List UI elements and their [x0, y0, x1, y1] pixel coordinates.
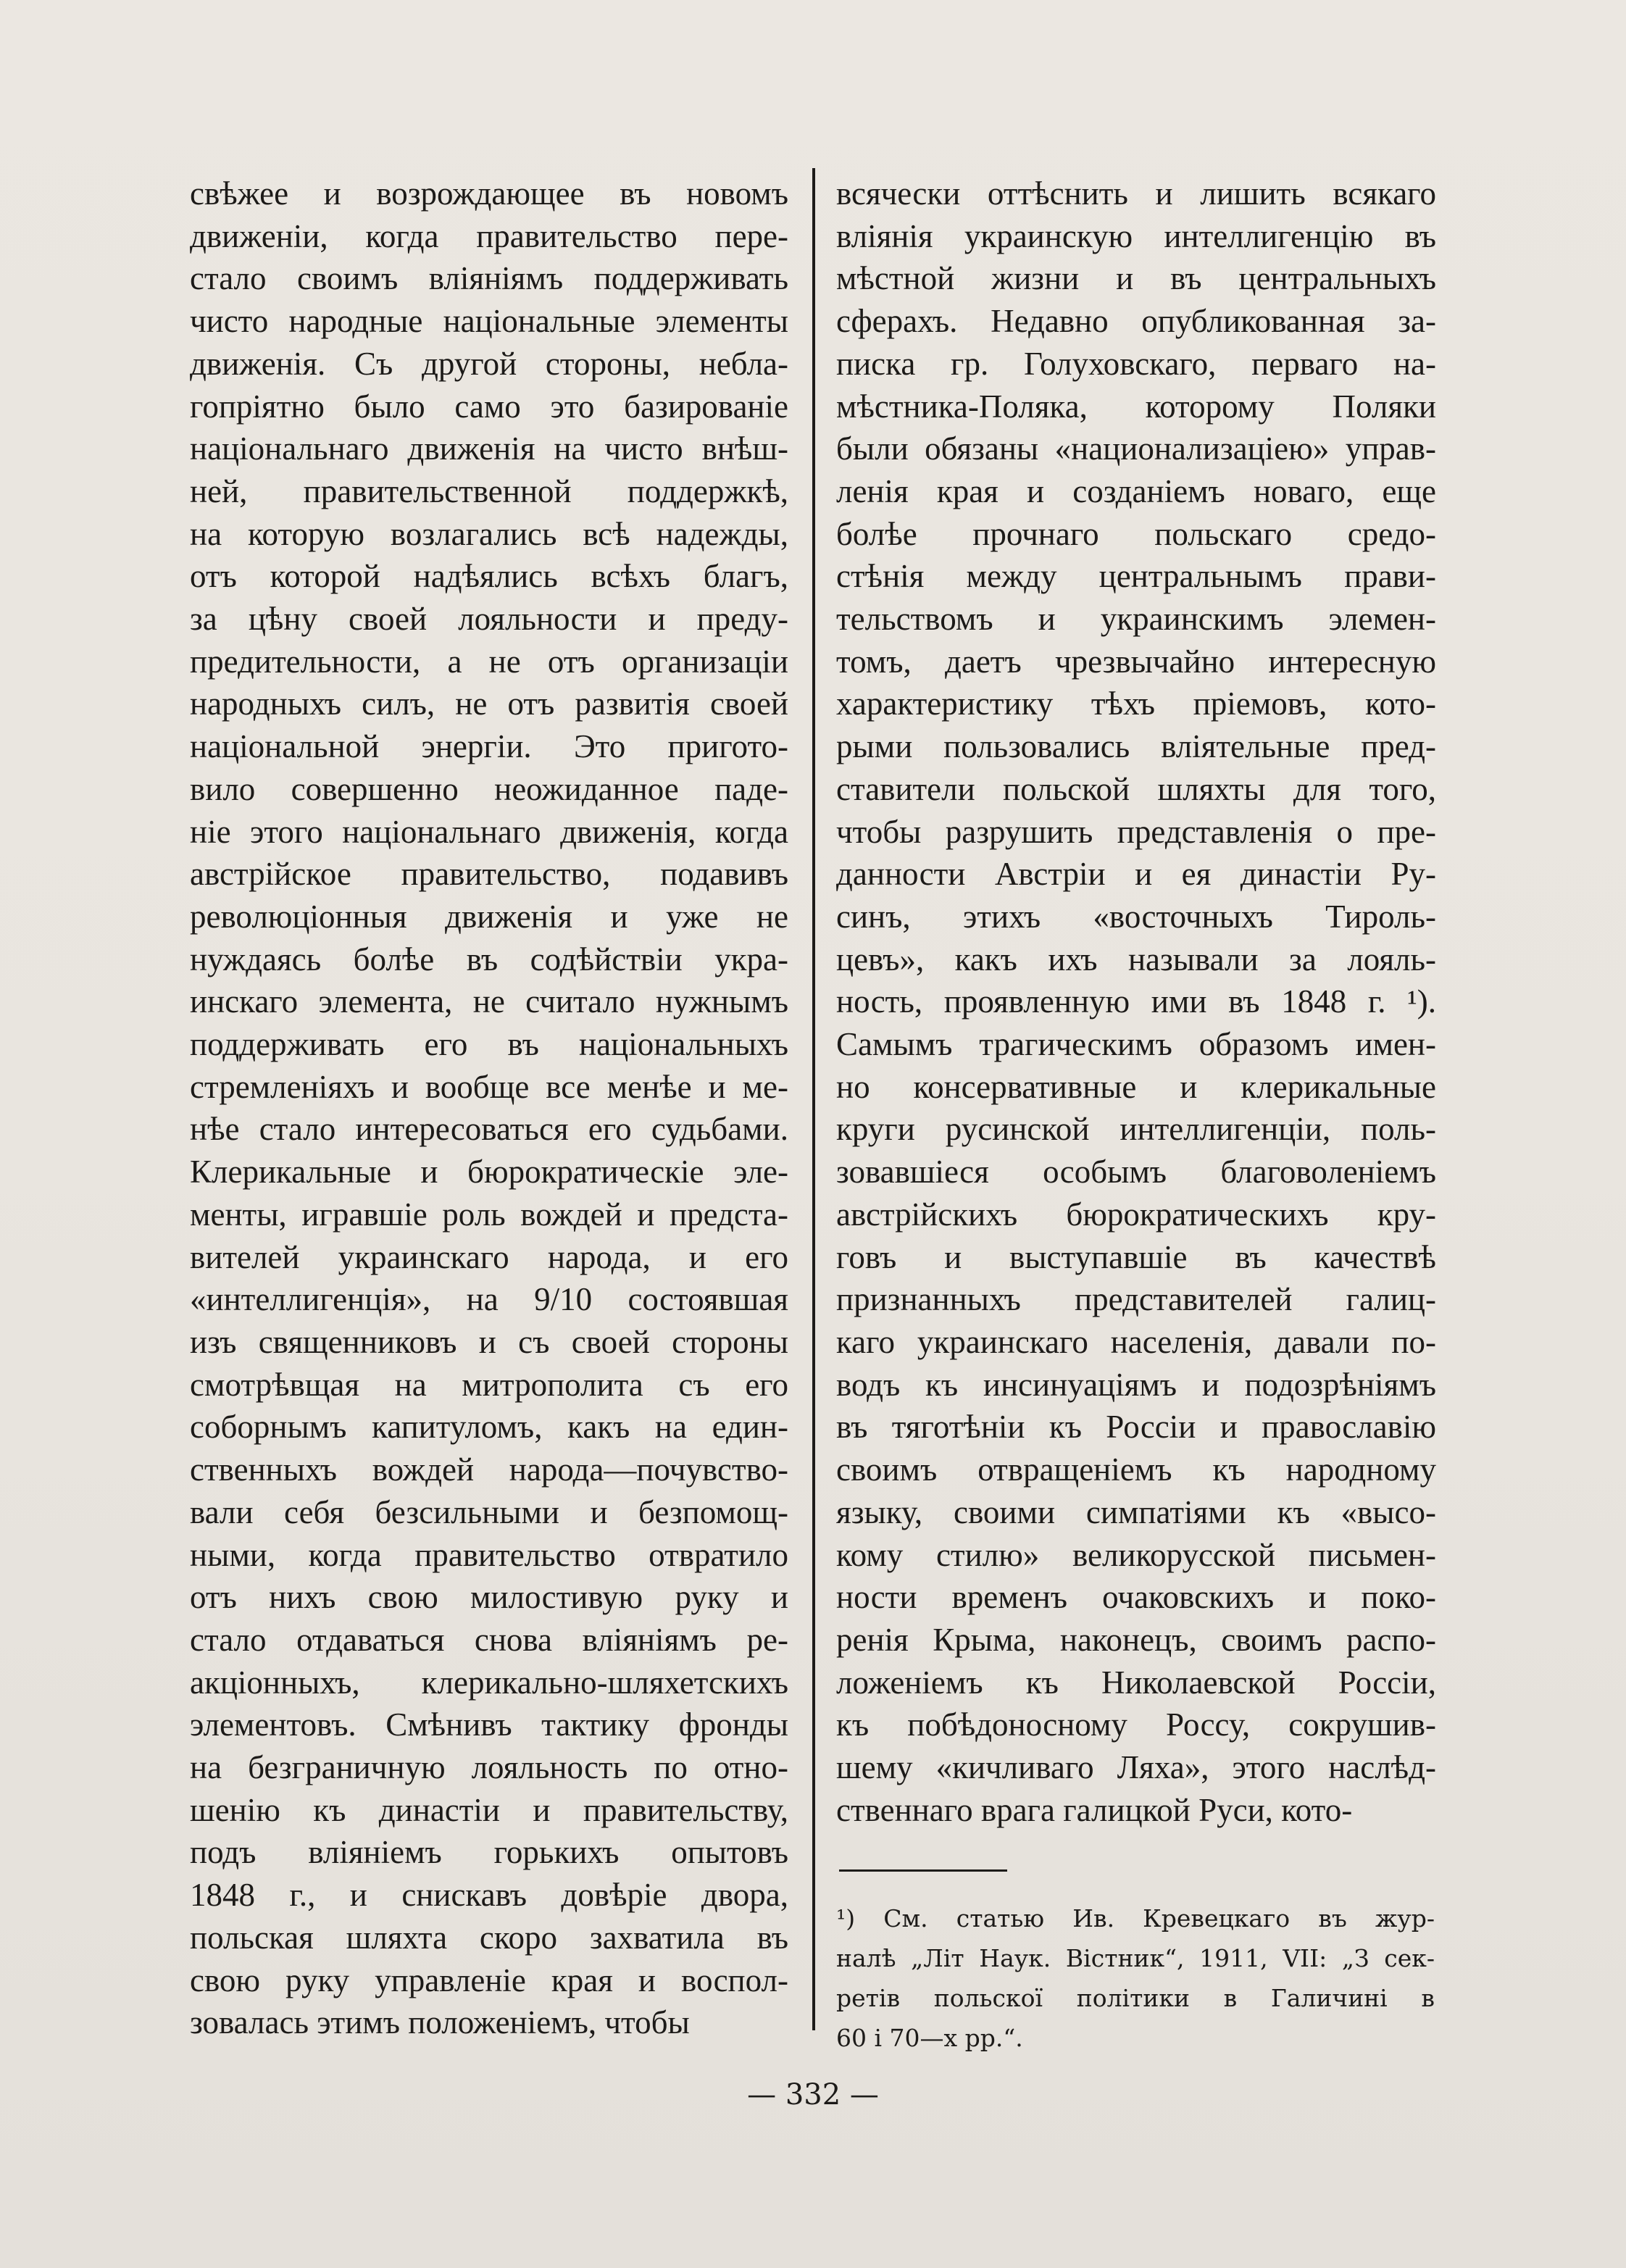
text-line: инскаго элемента, не считало нужнымъ	[190, 983, 788, 1020]
text-line: языку, своими симпатіями къ «высо-	[836, 1493, 1436, 1530]
text-line: стало своимъ вліяніямъ поддерживать	[190, 260, 788, 297]
text-line: цевъ», какъ ихъ называли за лояль-	[836, 941, 1436, 977]
text-line: на которую возлагались всѣ надежды,	[190, 515, 788, 552]
text-line: вило совершенно неожиданное паде-	[190, 770, 788, 807]
text-line: томъ, даетъ чрезвычайно интересную	[836, 643, 1436, 680]
text-line: вителей украинскаго народа, и его	[190, 1238, 788, 1275]
text-line: но консервативные и клерикальные	[836, 1068, 1436, 1105]
text-line: ности временъ очаковскихъ и поко-	[836, 1579, 1436, 1616]
text-line: всячески оттѣснить и лишить всякаго	[836, 175, 1436, 212]
text-line: чисто народные національные элементы	[190, 303, 788, 340]
text-line: свою руку управленіе края и воспол-	[190, 1961, 788, 1998]
text-line: движеніи, когда правительство пере-	[190, 217, 788, 254]
column-divider	[812, 168, 815, 2030]
text-line: вали себя безсильными и безпомощ-	[190, 1493, 788, 1530]
text-line: менты, игравшіе роль вождей и предста-	[190, 1196, 788, 1233]
text-line: ставители польской шляхты для того,	[836, 770, 1436, 807]
text-line: Самымъ трагическимъ образомъ имен-	[836, 1026, 1436, 1063]
text-line: «интеллигенція», на 9/10 состоявшая	[190, 1281, 788, 1318]
footnote-line: 60 і 70—х рр.“.	[836, 2024, 1023, 2052]
text-line: были обязаны «национализаціею» управ-	[836, 430, 1436, 467]
text-line: польская шляхта скоро захватила въ	[190, 1919, 788, 1956]
text-line: рыми пользовались вліятельные пред-	[836, 728, 1436, 765]
text-line: элементовъ. Смѣнивъ тактику фронды	[190, 1706, 788, 1743]
text-line: ней, правительственной поддержкѣ,	[190, 472, 788, 509]
text-line: сферахъ. Недавно опубликованная за-	[836, 303, 1436, 340]
text-line: мѣстника-Поляка, которому Поляки	[836, 388, 1436, 425]
text-line: 1848 г., и снискавъ довѣріе двора,	[190, 1877, 788, 1914]
text-line: зовалась этимъ положеніемъ, чтобы	[190, 2004, 690, 2041]
text-line: австрійское правительство, подавивъ	[190, 856, 788, 893]
text-line: водъ къ инсинуаціямъ и подозрѣніямъ	[836, 1366, 1436, 1403]
text-line: революціонныя движенія и уже не	[190, 898, 788, 935]
text-line: ложеніемъ къ Николаевской Россіи,	[836, 1664, 1436, 1701]
text-line: стѣнія между центральнымъ прави-	[836, 558, 1436, 595]
text-line: ренія Крыма, наконецъ, своимъ распо-	[836, 1621, 1436, 1658]
text-line: національной энергіи. Это пригото-	[190, 728, 788, 765]
footnote-rule	[839, 1869, 1007, 1872]
text-line: движенія. Съ другой стороны, небла-	[190, 345, 788, 382]
text-line: Клерикальные и бюрократическіе эле-	[190, 1154, 788, 1191]
text-line: нѣе стало интересоваться его судьбами.	[190, 1111, 788, 1148]
text-line: народныхъ силъ, не отъ развитія своей	[190, 685, 788, 722]
text-line: стремленіяхъ и вообще все менѣе и ме-	[190, 1068, 788, 1105]
text-line: на безграничную лояльность по отно-	[190, 1749, 788, 1786]
text-line: зовавшіеся особымъ благоволеніемъ	[836, 1154, 1436, 1191]
text-line: каго украинскаго населенія, давали по-	[836, 1323, 1436, 1360]
text-line: австрійскихъ бюрократическихъ кру-	[836, 1196, 1436, 1233]
footnote-line: ¹) См. статью Ив. Кревецкаго въ жур-	[836, 1904, 1435, 1933]
text-line: ственнаго врага галицкой Руси, кото-	[836, 1791, 1353, 1828]
text-line: соборнымъ капитуломъ, какъ на един-	[190, 1409, 788, 1446]
text-line: изъ священниковъ и съ своей стороны	[190, 1323, 788, 1360]
text-line: кому стилю» великорусской письмен-	[836, 1536, 1436, 1573]
text-line: своимъ отвращеніемъ къ народному	[836, 1451, 1436, 1488]
text-line: поддерживать его въ національныхъ	[190, 1026, 788, 1063]
text-line: подъ вліяніемъ горькихъ опытовъ	[190, 1834, 788, 1871]
text-line: смотрѣвщая на митрополита съ его	[190, 1366, 788, 1403]
text-line: акціонныхъ, клерикально-шляхетскихъ	[190, 1664, 788, 1701]
text-line: ніе этого національнаго движенія, когда	[190, 813, 788, 850]
text-line: стало отдаваться снова вліяніямъ ре-	[190, 1621, 788, 1658]
text-line: болѣе прочнаго польскаго средо-	[836, 515, 1436, 552]
footnote-line: налѣ „Літ Наук. Вістник“, 1911, VII: „З сек-	[836, 1944, 1435, 1972]
text-line: ленія края и созданіемъ новаго, еще	[836, 472, 1436, 509]
text-line: признанныхъ представителей галиц-	[836, 1281, 1436, 1318]
footnote-line: ретів польскої політики в Галичині в	[836, 1984, 1435, 2012]
text-line: за цѣну своей лояльности и преду-	[190, 601, 788, 638]
text-line: вліянія украинскую интеллигенцію въ	[836, 217, 1436, 254]
text-line: чтобы разрушить представленія о пре-	[836, 813, 1436, 850]
text-line: тельствомъ и украинскимъ элемен-	[836, 601, 1436, 638]
text-line: къ побѣдоносному Россу, сокрушив-	[836, 1706, 1436, 1743]
text-line: характеристику тѣхъ пріемовъ, кото-	[836, 685, 1436, 722]
text-line: отъ которой надѣялись всѣхъ благъ,	[190, 558, 788, 595]
text-line: гопріятно было само это базированіе	[190, 388, 788, 425]
text-line: національнаго движенія на чисто внѣш-	[190, 430, 788, 467]
page-number: — 332 —	[747, 2078, 879, 2111]
text-line: говъ и выступавшіе въ качествѣ	[836, 1238, 1436, 1275]
text-line: отъ нихъ свою милостивую руку и	[190, 1579, 788, 1616]
text-line: данности Австріи и ея династіи Ру-	[836, 856, 1436, 893]
text-line: ственныхъ вождей народа—почувство-	[190, 1451, 788, 1488]
text-line: шему «кичливаго Ляха», этого наслѣд-	[836, 1749, 1436, 1786]
text-line: писка гр. Голуховскаго, перваго на-	[836, 345, 1436, 382]
text-line: шенію къ династіи и правительству,	[190, 1791, 788, 1828]
text-line: предительности, а не отъ организаціи	[190, 643, 788, 680]
text-line: въ тяготѣніи къ Россіи и православію	[836, 1409, 1436, 1446]
left-text-column	[190, 172, 788, 2044]
text-line: ность, проявленную ими въ 1848 г. ¹).	[836, 983, 1436, 1020]
footnote	[836, 1898, 1435, 2058]
text-line: свѣжее и возрождающее въ новомъ	[190, 175, 788, 212]
text-line: круги русинской интеллигенціи, поль-	[836, 1111, 1436, 1148]
text-line: синъ, этихъ «восточныхъ Тироль-	[836, 898, 1436, 935]
text-line: нуждаясь болѣе въ содѣйствіи укра-	[190, 941, 788, 977]
text-line: мѣстной жизни и въ центральныхъ	[836, 260, 1436, 297]
text-line: ными, когда правительство отвратило	[190, 1536, 788, 1573]
right-text-column	[836, 172, 1436, 1831]
